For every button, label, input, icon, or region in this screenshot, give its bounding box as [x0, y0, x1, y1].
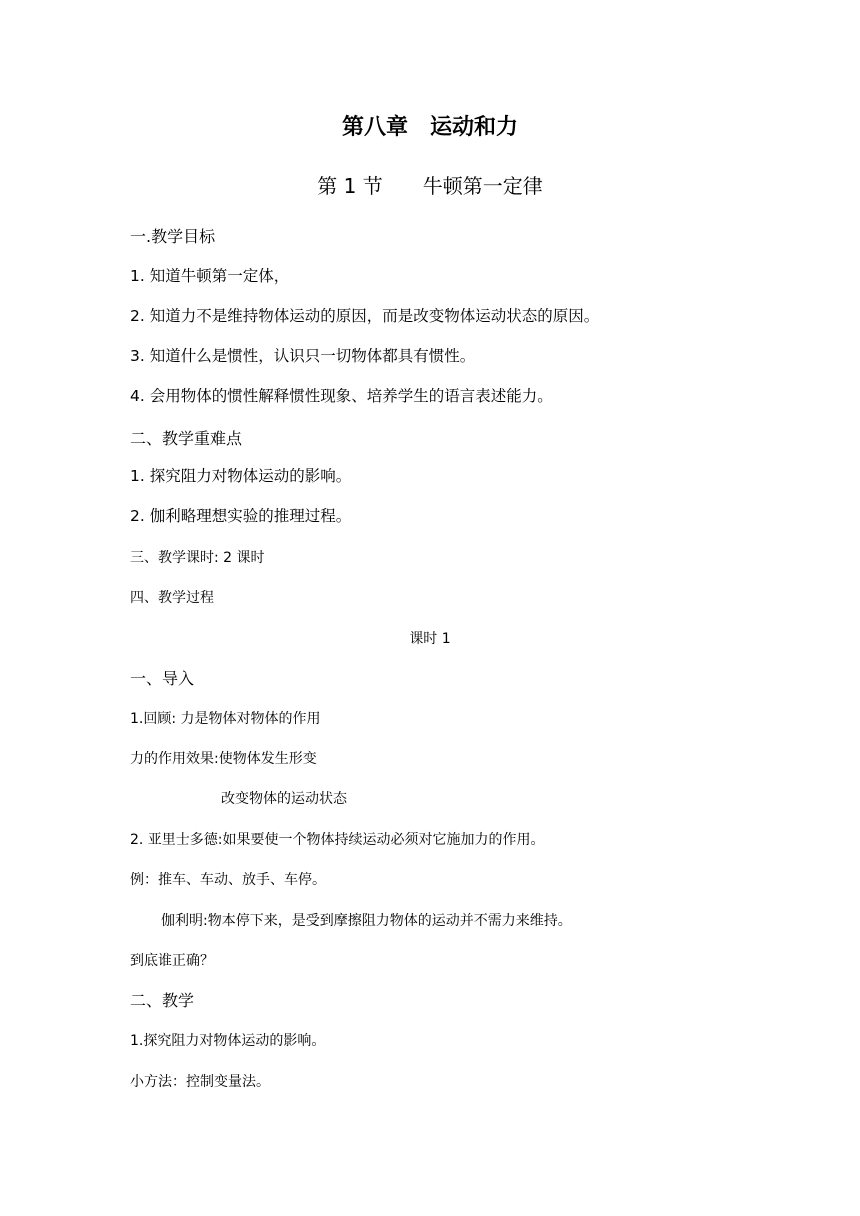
class-hours: 三、教学课时: 2 课时	[130, 550, 265, 566]
process-heading: 四、教学过程	[130, 590, 214, 606]
intro-line: 伽利明:物本停下来，是受到摩擦阻力物体的运动并不需力来维持。	[161, 913, 572, 929]
intro-heading: 一、导入	[130, 669, 195, 688]
objective-item: 3. 知道什么是惯性，认识只一切物体都具有惯性。	[130, 347, 476, 365]
intro-line: 力的作用效果:使物体发生形变	[130, 751, 317, 767]
objective-item: 4. 会用物体的惯性解释惯性现象、培养学生的语言表述能力。	[130, 387, 553, 405]
teaching-line: 1.探究阻力对物体运动的影响。	[130, 1033, 326, 1049]
key-point-item: 2. 伽利略理想实验的推理过程。	[130, 507, 352, 525]
teaching-heading: 二、教学	[130, 991, 195, 1010]
intro-line: 改变物体的运动状态	[221, 791, 347, 807]
objective-item: 1. 知道牛顿第一定体，	[130, 267, 290, 285]
lesson-label: 课时 1	[409, 631, 451, 647]
chapter-title: 第八章 运动和力	[341, 115, 518, 140]
key-point-item: 1. 探究阻力对物体运动的影响。	[130, 467, 352, 485]
teaching-line: 小方法：控制变量法。	[130, 1074, 270, 1090]
intro-line: 例：推车、车动、放手、车停。	[130, 872, 326, 888]
intro-line: 到底谁正确？	[130, 953, 214, 969]
key-points-heading: 二、教学重难点	[130, 429, 243, 448]
intro-line: 1.回顾: 力是物体对物体的作用	[130, 711, 321, 727]
section-title: 第 1 节 牛顿第一定律	[317, 174, 543, 198]
objectives-heading: 一.教学目标	[130, 227, 216, 246]
objective-item: 2. 知道力不是维持物体运动的原因，而是改变物体运动状态的原因。	[130, 307, 600, 325]
intro-line: 2. 亚里士多德:如果要使一个物体持续运动必须对它施加力的作用。	[130, 832, 545, 848]
